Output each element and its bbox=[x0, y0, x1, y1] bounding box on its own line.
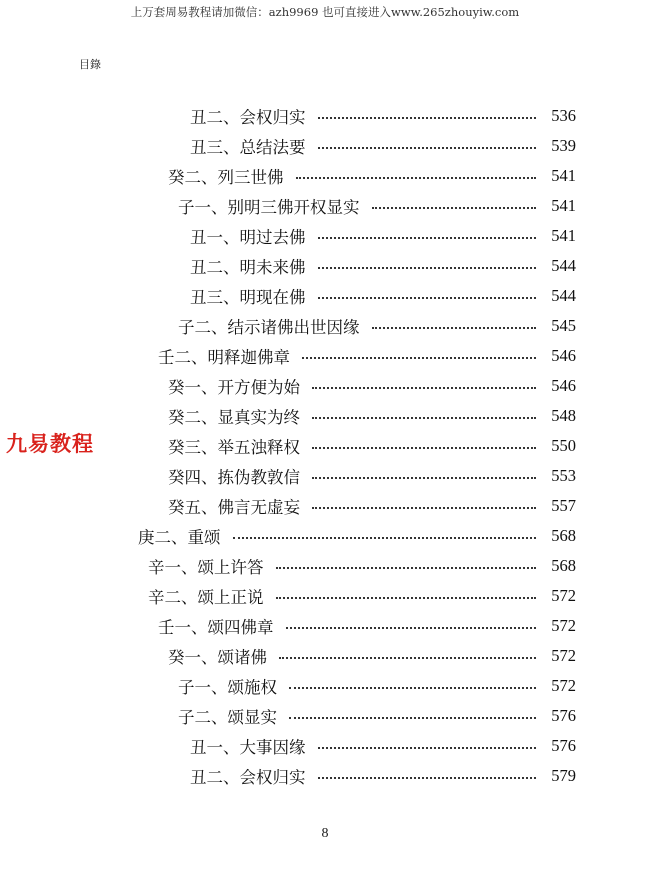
toc-entry-title: 癸二、显真实为终 bbox=[168, 408, 300, 427]
running-head: 目錄 bbox=[79, 58, 101, 71]
toc-entry bbox=[190, 731, 576, 761]
toc-leader-dots bbox=[276, 567, 537, 569]
toc-entry bbox=[168, 491, 576, 521]
toc-entry-page: 557 bbox=[551, 496, 576, 515]
watermark-logo: 九易教程 bbox=[6, 432, 94, 456]
toc-leader-dots bbox=[312, 387, 536, 389]
toc-entry-title: 庚二、重颂 bbox=[138, 528, 221, 547]
toc-entry bbox=[178, 671, 576, 701]
toc-entry-page: 572 bbox=[551, 676, 576, 695]
toc-leader-dots bbox=[289, 687, 536, 689]
toc-entry-page: 539 bbox=[551, 136, 576, 155]
toc-leader-dots bbox=[318, 267, 537, 269]
toc-entry-page: 546 bbox=[551, 376, 576, 395]
toc-entry-title: 丑一、明过去佛 bbox=[190, 228, 306, 247]
toc-entry-title: 子一、别明三佛开权显实 bbox=[178, 198, 360, 217]
toc-leader-dots bbox=[312, 447, 536, 449]
toc-entry-title: 辛一、颂上许答 bbox=[148, 558, 264, 577]
toc-entry-title: 丑二、会权归实 bbox=[190, 108, 306, 127]
toc-entry-title: 辛二、颂上正说 bbox=[148, 588, 264, 607]
toc-entry-page: 541 bbox=[551, 226, 576, 245]
toc-entry-page: 572 bbox=[551, 586, 576, 605]
toc-leader-dots bbox=[233, 537, 537, 539]
toc-leader-dots bbox=[276, 597, 537, 599]
toc-entry-title: 癸一、开方便为始 bbox=[168, 378, 300, 397]
toc-entry bbox=[190, 221, 576, 251]
toc-entry-page: 541 bbox=[551, 196, 576, 215]
toc-entry bbox=[168, 641, 576, 671]
toc-entry bbox=[148, 581, 576, 611]
toc-leader-dots bbox=[318, 747, 537, 749]
toc-entry-title: 丑二、明未来佛 bbox=[190, 258, 306, 277]
toc-entry bbox=[190, 101, 576, 131]
toc-leader-dots bbox=[296, 177, 537, 179]
toc-entry bbox=[168, 461, 576, 491]
toc-entry-page: 572 bbox=[551, 646, 576, 665]
toc-entry bbox=[168, 401, 576, 431]
toc-leader-dots bbox=[372, 327, 537, 329]
toc-entry bbox=[178, 191, 576, 221]
toc-entry-title: 丑一、大事因缘 bbox=[190, 738, 306, 757]
toc-entry bbox=[168, 161, 576, 191]
toc-entry bbox=[168, 371, 576, 401]
toc-leader-dots bbox=[286, 627, 537, 629]
toc-entry bbox=[148, 551, 576, 581]
header-banner: 上万套周易教程请加微信：azh9969 也可直接进入www.265zhouyiw.com bbox=[130, 5, 520, 19]
toc-entry-title: 子二、颂显实 bbox=[178, 708, 277, 727]
toc-entry-title: 壬二、明释迦佛章 bbox=[158, 348, 290, 367]
toc-entry-page: 544 bbox=[551, 256, 576, 275]
toc-entry-title: 癸四、拣伪教敦信 bbox=[168, 468, 300, 487]
toc-entry-page: 579 bbox=[551, 766, 576, 785]
toc-entry-page: 572 bbox=[551, 616, 576, 635]
toc-entry-page: 541 bbox=[551, 166, 576, 185]
toc-entry bbox=[190, 131, 576, 161]
toc-leader-dots bbox=[318, 297, 537, 299]
toc-entry-title: 癸一、颂诸佛 bbox=[168, 648, 267, 667]
toc-entry-page: 576 bbox=[551, 736, 576, 755]
toc-entry bbox=[190, 281, 576, 311]
toc-entry bbox=[158, 611, 576, 641]
toc-entry-title: 子一、颂施权 bbox=[178, 678, 277, 697]
toc-leader-dots bbox=[318, 147, 537, 149]
toc-leader-dots bbox=[318, 117, 537, 119]
page-number: 8 bbox=[321, 826, 329, 841]
toc-entry bbox=[158, 341, 576, 371]
toc-entry bbox=[190, 761, 576, 791]
toc-entry bbox=[168, 431, 576, 461]
toc-entry-page: 553 bbox=[551, 466, 576, 485]
toc-entry-page: 536 bbox=[551, 106, 576, 125]
toc-entry-title: 丑三、明现在佛 bbox=[190, 288, 306, 307]
toc-leader-dots bbox=[318, 237, 537, 239]
toc-entry-title: 丑三、总结法要 bbox=[190, 138, 306, 157]
toc-entry-title: 丑二、会权归实 bbox=[190, 768, 306, 787]
toc-entry-page: 576 bbox=[551, 706, 576, 725]
toc-leader-dots bbox=[372, 207, 537, 209]
toc-entry bbox=[178, 701, 576, 731]
toc-leader-dots bbox=[318, 777, 537, 779]
toc-leader-dots bbox=[279, 657, 536, 659]
toc-entry-title: 癸二、列三世佛 bbox=[168, 168, 284, 187]
toc-entry bbox=[178, 311, 576, 341]
toc-leader-dots bbox=[312, 477, 536, 479]
toc-entry-title: 子二、结示诸佛出世因缘 bbox=[178, 318, 360, 337]
toc-leader-dots bbox=[289, 717, 536, 719]
toc-entry-title: 癸五、佛言无虚妄 bbox=[168, 498, 300, 517]
toc-entry-title: 壬一、颂四佛章 bbox=[158, 618, 274, 637]
toc-entry-page: 568 bbox=[551, 556, 576, 575]
toc-entry-title: 癸三、举五浊释权 bbox=[168, 438, 300, 457]
toc-entry-page: 550 bbox=[551, 436, 576, 455]
toc-entry-page: 546 bbox=[551, 346, 576, 365]
toc-entry-page: 544 bbox=[551, 286, 576, 305]
toc-entry-page: 545 bbox=[551, 316, 576, 335]
toc-leader-dots bbox=[312, 417, 536, 419]
toc-entry bbox=[138, 521, 576, 551]
toc-leader-dots bbox=[302, 357, 536, 359]
toc-entry bbox=[190, 251, 576, 281]
toc-entry-page: 548 bbox=[551, 406, 576, 425]
toc-leader-dots bbox=[312, 507, 536, 509]
toc-entry-page: 568 bbox=[551, 526, 576, 545]
